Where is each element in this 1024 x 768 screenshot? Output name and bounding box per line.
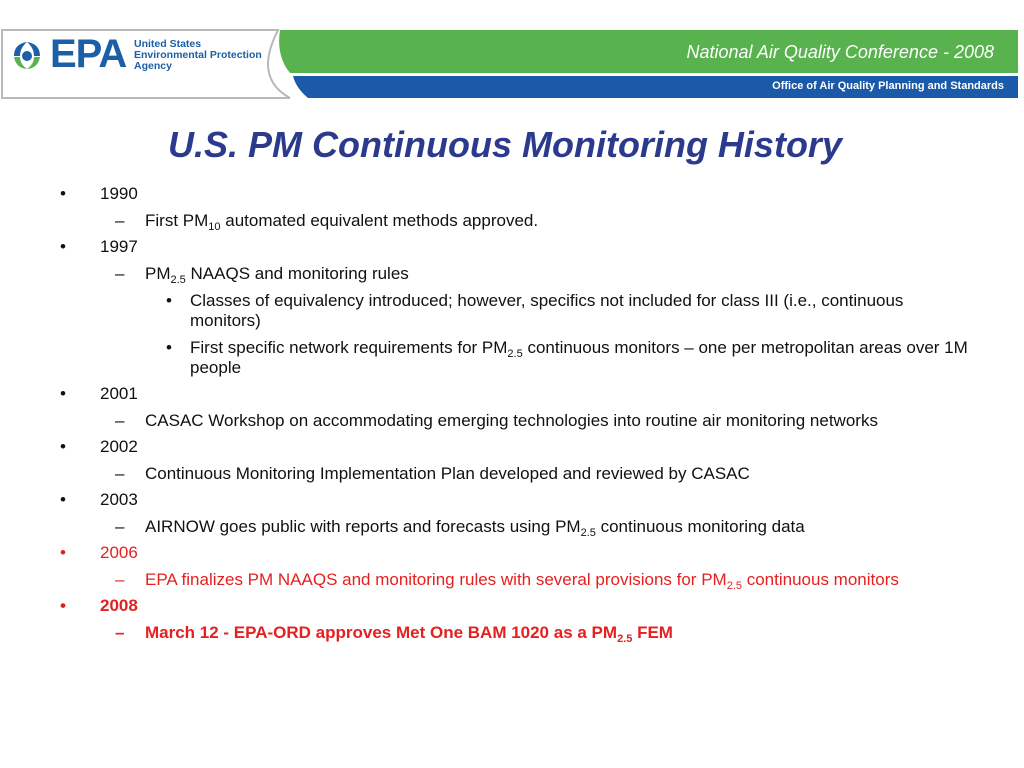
- dash-icon: –: [115, 264, 125, 283]
- slide-title: U.S. PM Continuous Monitoring History: [168, 124, 842, 165]
- text-part: NAAQS and monitoring rules: [185, 264, 409, 283]
- agency-name: [134, 39, 284, 72]
- year-label: 1997: [100, 237, 138, 256]
- sub-item: [0, 211, 1024, 231]
- year-item-2008: [0, 596, 1024, 616]
- dash-icon: –: [115, 211, 125, 230]
- sub-item: [0, 464, 1024, 484]
- bullet-icon: •: [60, 490, 66, 509]
- epa-logo[interactable]: [8, 34, 278, 76]
- text-part: automated equivalent methods approved.: [220, 211, 539, 230]
- bullet-icon: •: [60, 184, 66, 203]
- dash-icon: –: [115, 623, 125, 642]
- agency-line: United States: [134, 38, 202, 50]
- bullet-icon: •: [60, 543, 66, 562]
- sub-sub-item: [0, 338, 1024, 378]
- bullet-icon: •: [60, 437, 66, 456]
- bullet-list: [0, 178, 1024, 643]
- subscript: 2.5: [617, 633, 633, 645]
- sub-item: [0, 517, 1024, 537]
- sub-item: [0, 570, 1024, 590]
- year-label: 2003: [100, 490, 138, 509]
- subscript: 10: [208, 221, 221, 233]
- bullet-icon: •: [166, 338, 172, 357]
- sub-item: [0, 411, 1024, 431]
- year-item-1990: [0, 184, 1024, 204]
- text-part: Continuous Monitoring Implementation Plan developed and reviewed by CASAC: [145, 464, 750, 483]
- text-part: CASAC Workshop on accommodating emerging technologies into routine air monitoring networks: [145, 411, 878, 430]
- year-label: 2006: [100, 543, 138, 562]
- text-part: AIRNOW goes public with reports and forecasts using PM: [145, 517, 581, 536]
- text-part: continuous monitors: [742, 570, 899, 589]
- bullet-icon: •: [60, 596, 66, 615]
- subscript: 2.5: [726, 580, 742, 592]
- text-part: EPA finalizes PM NAAQS and monitoring rules with several provisions for PM: [145, 570, 727, 589]
- office-name: Office of Air Quality Planning and Standards: [772, 80, 1004, 92]
- year-item-2001: [0, 384, 1024, 404]
- dash-icon: –: [115, 464, 125, 483]
- text-part: March 12 - EPA-ORD approves Met One BAM 1020 as a PM: [145, 623, 618, 642]
- header-banner: [0, 0, 1024, 100]
- year-label: 1990: [100, 184, 138, 203]
- sub-sub-item: [0, 291, 1024, 331]
- subscript: 2.5: [580, 527, 596, 539]
- sub-item: [0, 623, 1024, 643]
- year-label: 2002: [100, 437, 138, 456]
- text-part: First PM: [145, 211, 209, 230]
- text-part: continuous monitors – one per metropolitan areas over 1M people: [190, 338, 968, 377]
- text-part: continuous monitoring data: [595, 517, 805, 536]
- year-label: 2001: [100, 384, 138, 403]
- dash-icon: –: [115, 570, 125, 589]
- agency-line: Environmental Protection: [134, 49, 262, 61]
- agency-line: Agency: [134, 60, 172, 72]
- text-part: PM: [145, 264, 171, 283]
- year-item-1997: [0, 237, 1024, 257]
- text-part: FEM: [632, 623, 673, 642]
- epa-flower-logo-icon: [8, 36, 46, 74]
- bullet-icon: •: [166, 291, 172, 310]
- year-label: 2008: [100, 596, 138, 615]
- year-item-2003: [0, 490, 1024, 510]
- dash-icon: –: [115, 411, 125, 430]
- bullet-icon: •: [60, 237, 66, 256]
- conference-title: National Air Quality Conference - 2008: [686, 42, 994, 62]
- subscript: 2.5: [170, 274, 186, 286]
- year-item-2002: [0, 437, 1024, 457]
- bullet-icon: •: [60, 384, 66, 403]
- epa-logo-text: EPA: [50, 32, 127, 76]
- year-item-2006: [0, 543, 1024, 563]
- subscript: 2.5: [507, 348, 523, 360]
- dash-icon: –: [115, 517, 125, 536]
- text-part: Classes of equivalency introduced; however, specifics not included for class III (i.e., continuous monitors): [190, 291, 904, 330]
- sub-item: [0, 264, 1024, 284]
- text-part: First specific network requirements for PM: [190, 338, 508, 357]
